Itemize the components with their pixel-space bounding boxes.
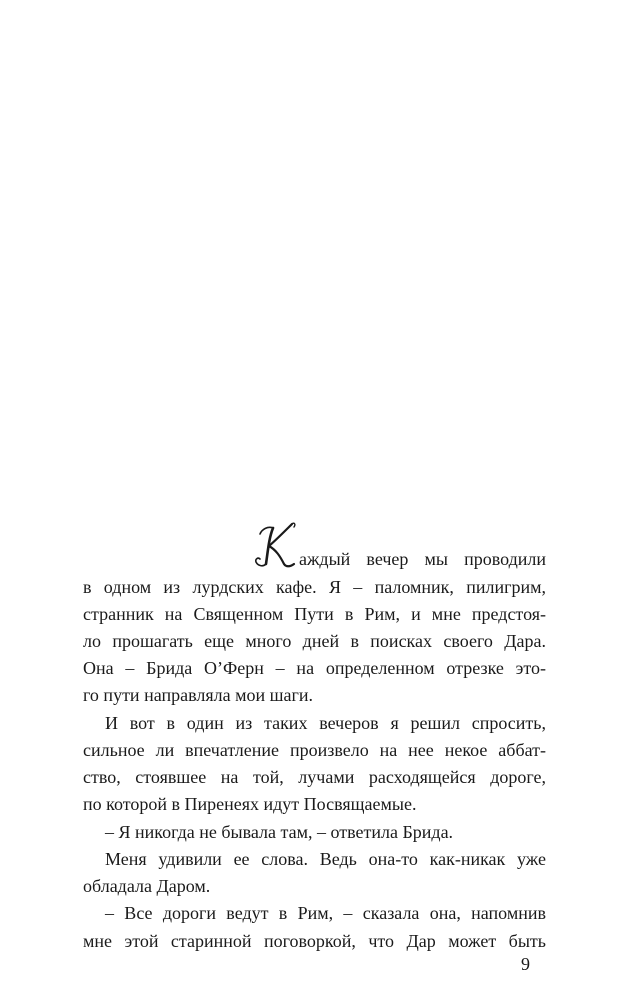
text-line: – Все дороги ведут в Рим, – сказала она, напомнив bbox=[105, 903, 546, 923]
text-line: сильное ли впечатление произвело на нее некое аббат- bbox=[83, 740, 546, 760]
text-line: Она – Брида О’Ферн – на определенном отрезке это- bbox=[83, 658, 546, 678]
text-line: Меня удивили ее слова. Ведь она-то как-никак уже bbox=[105, 849, 546, 869]
drop-cap-letter bbox=[254, 520, 296, 568]
text-line: обладала Даром. bbox=[83, 876, 211, 896]
text-line: аждый вечер мы проводили bbox=[299, 549, 546, 569]
text-line: И вот в один из таких вечеров я решил спросить, bbox=[105, 713, 546, 733]
text-line: в одном из лурдских кафе. Я – паломник, пилигрим, bbox=[83, 577, 546, 597]
drop-cap-k-glyph bbox=[254, 520, 296, 568]
text-line: мне этой старинной поговоркой, что Дар может быть bbox=[83, 931, 546, 951]
text-line: – Я никогда не бывала там, – ответила Брида. bbox=[105, 822, 454, 842]
page-number: 9 bbox=[521, 954, 530, 974]
text-line: странник на Священном Пути в Рим, и мне предстоя- bbox=[83, 604, 546, 624]
text-line: ство, стоявшее на той, лучами расходящейся дороге, bbox=[83, 767, 546, 787]
text-line: по которой в Пиренеях идут Посвящаемые. bbox=[83, 794, 417, 814]
text-line: ло прошагать еще много дней в поисках своего Дара. bbox=[83, 631, 546, 651]
text-line: го пути направляла мои шаги. bbox=[83, 685, 313, 705]
